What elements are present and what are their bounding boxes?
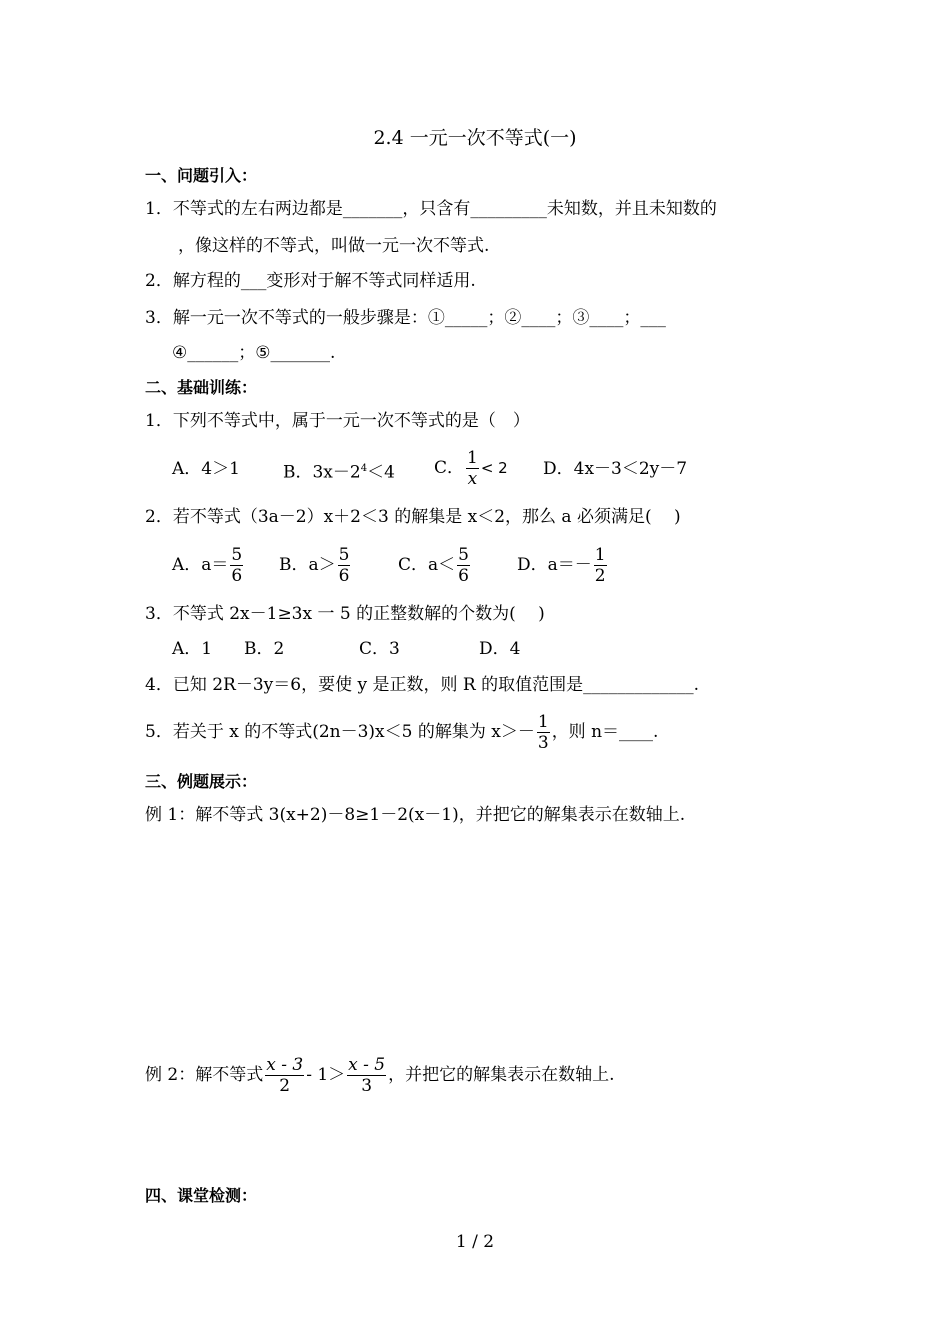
example-2-tail: ，并把它的解集表示在数轴上. (388, 1065, 615, 1085)
section-heading-class-test: 四、课堂检测： (145, 1186, 258, 1205)
section-heading-basic-training: 二、基础训练： (145, 378, 258, 397)
option-c-label: C． (434, 458, 465, 478)
training-q2-option-c (398, 545, 472, 585)
training-q1-option-a: A．4＞1 (172, 459, 240, 479)
q2-option-c-label: C．a＜ (398, 555, 456, 575)
q5-text: 5．若关于 x 的不等式(2n－3)x＜5 的解集为 x＞－ (145, 722, 535, 742)
fraction-one-over-x (466, 449, 479, 488)
training-question-1: 1．下列不等式中，属于一元一次不等式的是（ ） (145, 411, 530, 431)
fraction-one-half (594, 546, 607, 585)
intro-question-2: 2．解方程的___变形对于解不等式同样适用. (145, 271, 476, 291)
fraction-denominator: 2 (279, 1076, 291, 1096)
fraction-numerator: 5 (338, 545, 350, 565)
fraction-numerator: 1 (467, 448, 478, 468)
training-q1-option-c (434, 448, 508, 488)
training-question-4: 4．已知 2R－3y＝6，要使 y 是正数，则 R 的取值范围是_____________. (145, 675, 699, 695)
fraction-numerator: 5 (458, 545, 469, 565)
fraction-numerator: 1 (594, 545, 606, 565)
training-question-3: 3．不等式 2x－1≥3x 一 5 的正整数解的个数为( ) (145, 604, 545, 624)
fraction-numerator: x - 5 (348, 1055, 386, 1075)
training-question-2: 2．若不等式（3a－2）x＋2＜3 的解集是 x＜2，那么 a 必须满足( ) (145, 507, 681, 527)
option-b-base: B．3x－2 (283, 462, 361, 483)
example-2-middle: - 1＞ (306, 1065, 346, 1085)
q2-option-a-label: A．a＝ (172, 555, 229, 575)
q5-tail: ，则 n＝____. (551, 722, 659, 742)
training-q3-option-a: A．1 (172, 639, 213, 659)
intro-question-1-line-1: 1．不等式的左右两边都是_______，只含有_________未知数，并且未知数的 (145, 199, 717, 219)
page-title: 2.4 一元一次不等式(一) (373, 127, 577, 149)
training-q2-option-b (279, 545, 352, 585)
training-question-5 (145, 712, 658, 752)
intro-question-1-line-2: ，像这样的不等式，叫做一元一次不等式. (178, 236, 490, 256)
example-2 (145, 1055, 615, 1095)
fraction-denominator: x (467, 469, 478, 489)
q2-option-b-label: B．a＞ (279, 555, 336, 575)
training-q3-option-c: C．3 (359, 639, 400, 659)
q2-option-d-label: D．a＝－ (517, 555, 592, 575)
fraction-denominator: 3 (361, 1076, 373, 1096)
training-q3-option-d: D．4 (479, 639, 521, 659)
fraction-denominator: 2 (594, 566, 606, 586)
training-q1-option-d: D．4x－3＜2y－7 (543, 459, 688, 479)
section-heading-examples: 三、例题展示： (145, 772, 258, 791)
intro-question-3-line-1: 3．解一元一次不等式的一般步骤是：①_____；②____；③____；___ (145, 308, 666, 328)
training-q2-option-a (172, 545, 245, 585)
fraction-numerator: 1 (537, 712, 549, 732)
fraction-denominator: 3 (537, 733, 549, 753)
fraction-denominator: 6 (231, 566, 243, 586)
fraction-five-sixths (338, 546, 351, 585)
option-b-exponent: 4 (360, 463, 368, 474)
fraction-five-sixths (230, 546, 243, 585)
section-heading-intro: 一、问题引入： (145, 166, 258, 185)
example-1: 例 1：解不等式 3(x+2)－8≥1－2(x－1)，并把它的解集表示在数轴上. (145, 805, 686, 825)
fraction-denominator: 6 (338, 566, 350, 586)
training-q1-option-b (283, 459, 395, 483)
intro-question-3-line-2: ④______；⑤_______. (172, 343, 336, 363)
page-number: 1 / 2 (455, 1232, 495, 1252)
fraction-five-sixths (457, 546, 470, 585)
fraction-x-minus-5-over-3 (347, 1056, 386, 1095)
fraction-one-third (537, 713, 550, 752)
fraction-denominator: 6 (458, 566, 469, 586)
training-q3-option-b: B．2 (244, 639, 285, 659)
option-c-tail: < 2 (480, 459, 508, 477)
fraction-numerator: x - 3 (266, 1055, 304, 1075)
option-b-tail: ＜4 (367, 462, 395, 483)
training-q2-option-d (517, 545, 609, 585)
fraction-numerator: 5 (231, 545, 243, 565)
fraction-x-minus-3-over-2 (265, 1056, 304, 1095)
example-2-lead: 例 2：解不等式 (145, 1065, 264, 1085)
